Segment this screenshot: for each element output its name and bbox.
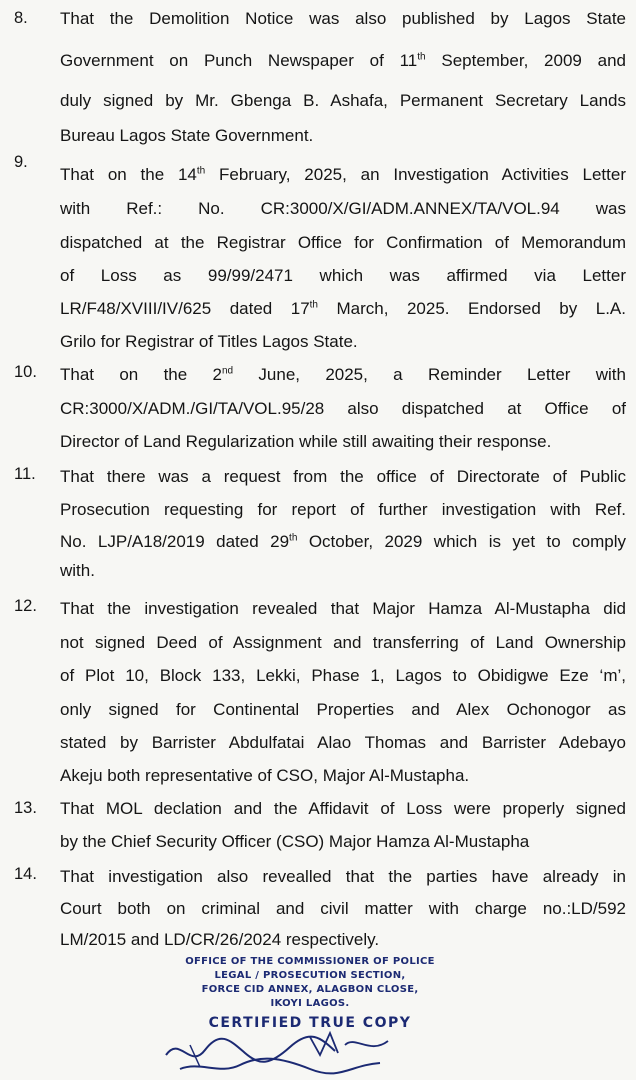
certified-stamp [150, 955, 470, 1033]
item-line: Director of Land Regularization while still awaiting their response. [60, 432, 552, 451]
item-number: 8. [14, 9, 28, 27]
item-line: with. [60, 561, 95, 580]
item-line: That the investigation revealed that Major Hamza Al-Mustapha did [60, 599, 626, 618]
item-line: That on the 2nd June, 2025, a Reminder Letter with [60, 365, 626, 384]
item-line: CR:3000/X/ADM./GI/TA/VOL.95/28 also dispatched at Office of [60, 399, 626, 418]
item-line: by the Chief Security Officer (CSO) Major Hamza Al-Mustapha [60, 832, 530, 851]
item-line: That investigation also revealled that the parties have already in [60, 867, 626, 886]
stamp-office-line: OFFICE OF THE COMMISSIONER OF POLICE [185, 956, 435, 967]
item-line: dispatched at the Registrar Office for Confirmation of Memorandum [60, 233, 626, 252]
certified-true-copy-label: CERTIFIED TRUE COPY [208, 1015, 412, 1031]
item-line: LR/F48/XVIII/IV/625 dated 17th March, 2025. Endorsed by L.A. [60, 299, 626, 318]
item-line: with Ref.: No. CR:3000/X/GI/ADM.ANNEX/TA/VOL.94 was [60, 199, 626, 218]
item-line: only signed for Continental Properties and Alex Ochonogor as [60, 700, 626, 719]
item-line: of Plot 10, Block 133, Lekki, Phase 1, Lagos to Obidigwe Eze ‘m’, [60, 666, 626, 685]
item-number: 10. [14, 363, 37, 381]
item-line: Bureau Lagos State Government. [60, 126, 314, 145]
item-line: Prosecution requesting for report of further investigation with Ref. [60, 500, 626, 519]
item-line: Government on Punch Newspaper of 11th September, 2009 and [60, 51, 626, 70]
item-number: 12. [14, 597, 37, 615]
stamp-city-line: IKOYI LAGOS. [270, 998, 350, 1009]
item-line: stated by Barrister Abdulfatai Alao Thomas and Barrister Adebayo [60, 733, 626, 752]
signature-image [160, 1025, 400, 1080]
item-line: That the Demolition Notice was also published by Lagos State [60, 9, 626, 28]
item-line: not signed Deed of Assignment and transferring of Land Ownership [60, 633, 626, 652]
item-line: Court both on criminal and civil matter with charge no.:LD/592 [60, 899, 626, 918]
item-line: of Loss as 99/99/2471 which was affirmed via Letter [60, 266, 626, 285]
item-number: 14. [14, 865, 37, 883]
item-line: duly signed by Mr. Gbenga B. Ashafa, Permanent Secretary Lands [60, 91, 626, 110]
stamp-section-line: LEGAL / PROSECUTION SECTION, [214, 970, 406, 981]
item-line: That there was a request from the office of Directorate of Public [60, 467, 626, 486]
stamp-address-line: FORCE CID ANNEX, ALAGBON CLOSE, [201, 984, 419, 995]
item-number: 9. [14, 153, 28, 171]
item-number: 13. [14, 799, 37, 817]
item-line: That on the 14th February, 2025, an Investigation Activities Letter [60, 165, 626, 184]
item-line: That MOL declation and the Affidavit of Loss were properly signed [60, 799, 626, 818]
item-line: Grilo for Registrar of Titles Lagos State. [60, 332, 358, 351]
item-line: LM/2015 and LD/CR/26/2024 respectively. [60, 930, 380, 949]
item-line: No. LJP/A18/2019 dated 29th October, 2029 which is yet to comply [60, 532, 626, 551]
item-line: Akeju both representative of CSO, Major Al-Mustapha. [60, 766, 470, 785]
item-number: 11. [14, 465, 36, 483]
